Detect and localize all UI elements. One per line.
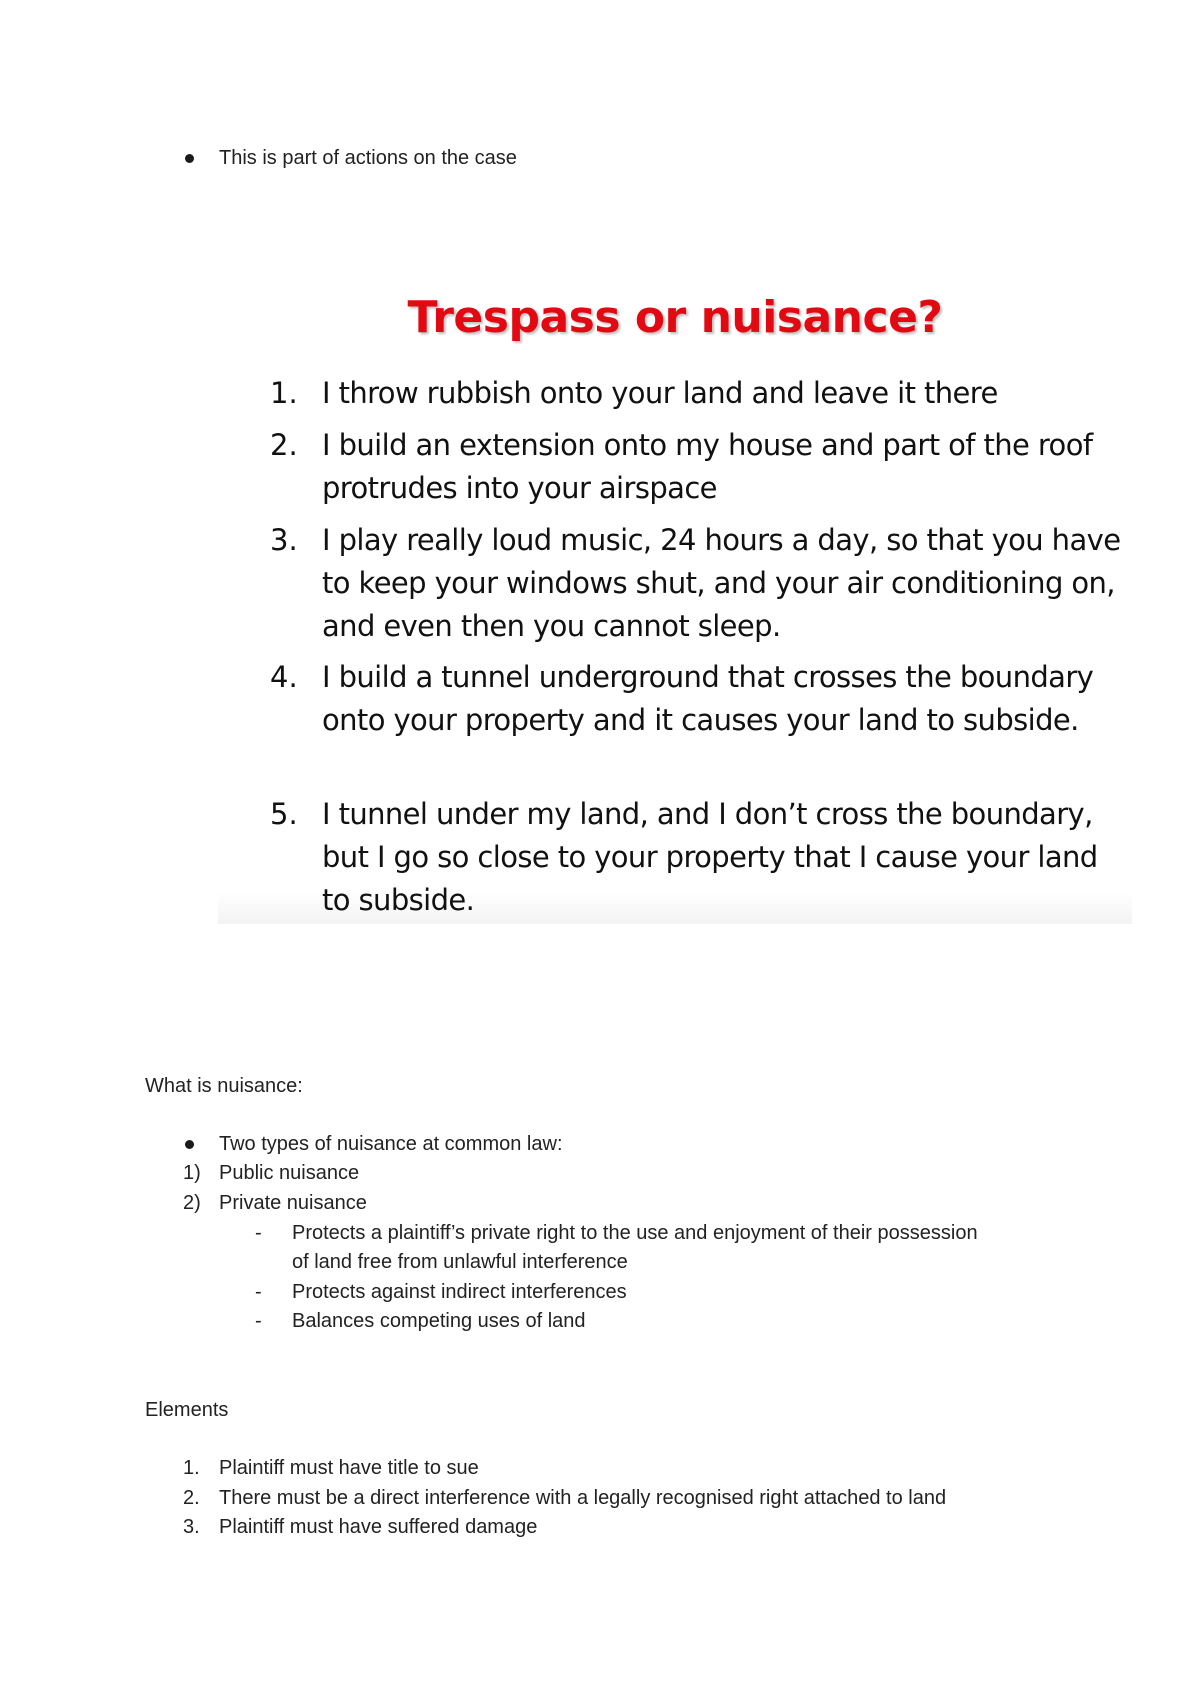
list-marker: 1. <box>183 1457 200 1479</box>
slide-item-number: 5. <box>270 797 298 831</box>
nuisance-bullet-text: Two types of nuisance at common law: <box>219 1133 563 1155</box>
slide-item-number: 2. <box>270 428 298 462</box>
sub-item-text-line: Protects against indirect interferences <box>292 1281 627 1303</box>
nuisance-type-text: Public nuisance <box>219 1162 360 1184</box>
slide-item-number: 4. <box>270 660 298 694</box>
list-marker: 2) <box>183 1192 201 1214</box>
dash-marker: - <box>255 1281 262 1303</box>
list-marker: 2. <box>183 1487 200 1509</box>
elements-heading: Elements <box>145 1399 229 1421</box>
elements-item-text: Plaintiff must have suffered damage <box>219 1516 538 1538</box>
nuisance-heading: What is nuisance: <box>145 1075 303 1097</box>
slide-title: Trespass or nuisance? <box>407 292 943 343</box>
slide-item-text: I throw rubbish onto your land and leave it there <box>322 376 998 410</box>
sub-item-text-line: of land free from unlawful interference <box>292 1251 628 1273</box>
slide-item-number: 3. <box>270 523 298 557</box>
slide-image <box>218 272 1132 924</box>
elements-item-text: There must be a direct interference with a legally recognised right attached to land <box>219 1487 947 1509</box>
dash-marker: - <box>255 1310 262 1332</box>
list-marker: 3. <box>183 1516 200 1538</box>
list-marker: 1) <box>183 1162 201 1184</box>
intro-bullet-text: This is part of actions on the case <box>219 147 517 169</box>
nuisance-type-text: Private nuisance <box>219 1192 367 1214</box>
sub-item-text-line: Protects a plaintiff’s private right to the use and enjoyment of their possession <box>292 1222 978 1244</box>
slide-item-number: 1. <box>270 376 298 410</box>
slide-item-text: I tunnel under my land, and I don’t cross the boundary, but I go so close to your property that I cause your land to subside. <box>322 797 1098 917</box>
bullet-dot-icon <box>185 154 194 163</box>
slide-item-text: I play really loud music, 24 hours a day, so that you have to keep your windows shut, and your air conditioning on, and even then you cannot sleep. <box>322 523 1121 643</box>
sub-item-text-line: Balances competing uses of land <box>292 1310 586 1332</box>
elements-item-text: Plaintiff must have title to sue <box>219 1457 479 1479</box>
slide-item-text: I build a tunnel underground that crosses the boundary onto your property and it causes your land to subside. <box>322 660 1094 737</box>
bullet-dot-icon <box>185 1140 194 1149</box>
dash-marker: - <box>255 1222 262 1244</box>
slide-item-text: I build an extension onto my house and part of the roof protrudes into your airspace <box>322 428 1093 505</box>
